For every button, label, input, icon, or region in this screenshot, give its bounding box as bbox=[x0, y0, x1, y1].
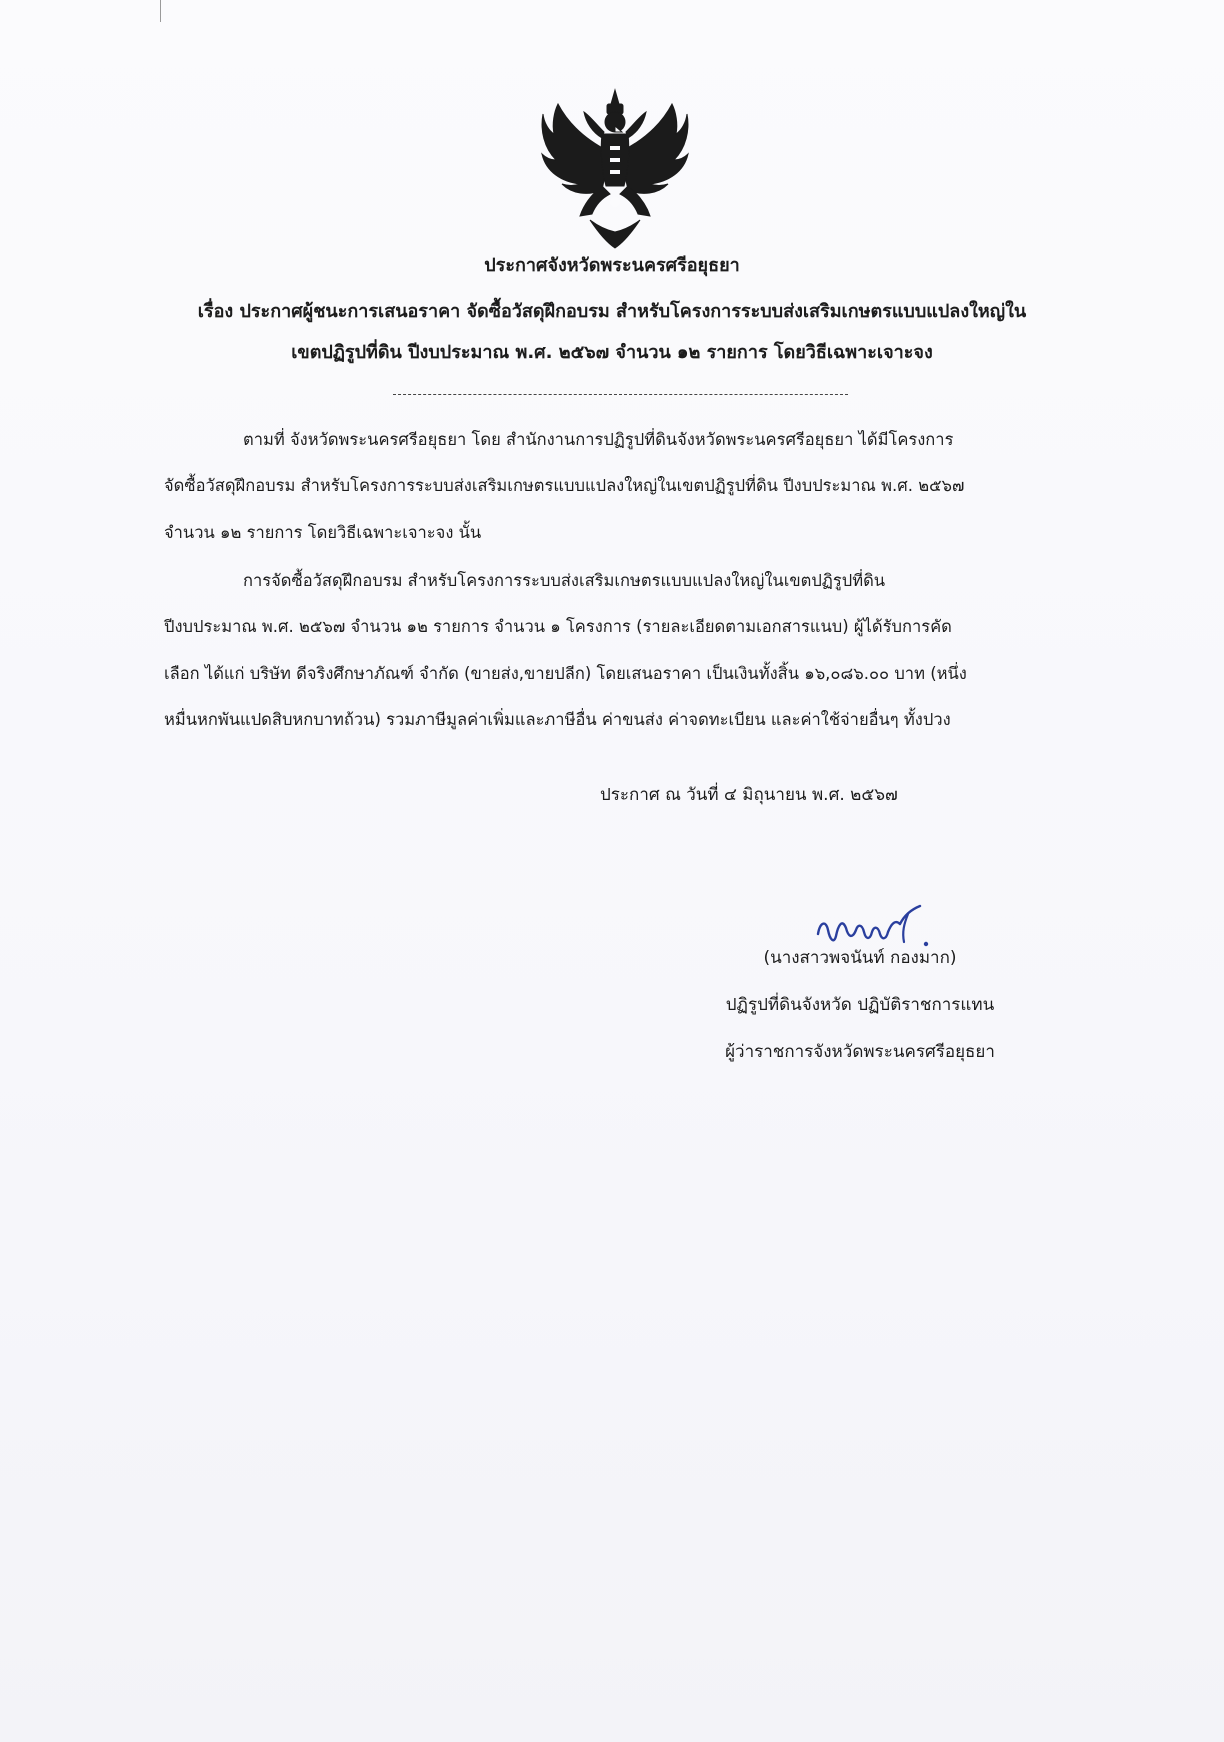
signatory-name: (นางสาวพจนันท์ กองมาก) bbox=[763, 948, 957, 968]
signatory-position: ปฏิรูปที่ดินจังหวัด ปฏิบัติราชการแทน bbox=[725, 995, 995, 1015]
paragraph-2-line-1: การจัดซื้อวัสดุฝึกอบรม สำหรับโครงการระบบส่งเสริมเกษตรแบบแปลงใหญ่ในเขตปฏิรูปที่ดิน bbox=[243, 571, 886, 590]
scan-edge-mark bbox=[160, 0, 161, 22]
issuer-heading: ประกาศจังหวัดพระนครศรีอยุธยา bbox=[484, 255, 740, 276]
signatory-title: ผู้ว่าราชการจังหวัดพระนครศรีอยุธยา bbox=[725, 1042, 995, 1062]
paragraph-1-line-3: จำนวน ๑๒ รายการ โดยวิธีเฉพาะเจาะจง นั้น bbox=[164, 523, 482, 542]
paragraph-2-line-3: เลือก ได้แก่ บริษัท ดีจริงศึกษาภัณฑ์ จำกัด (ขายส่ง,ขายปลีก) โดยเสนอราคา เป็นเงินทั้งสิ้น ๑๖,๐๘๖.๐๐ บาท (หนึ่ง bbox=[164, 664, 967, 683]
paragraph-2-line-2: ปีงบประมาณ พ.ศ. ๒๕๖๗ จำนวน ๑๒ รายการ จำนวน ๑ โครงการ (รายละเอียดตามเอกสารแนบ) ผู้ได้รับการคัด bbox=[164, 617, 952, 636]
header-divider bbox=[393, 394, 848, 395]
announcement-date: ประกาศ ณ วันที่ ๔ มิถุนายน พ.ศ. ๒๕๖๗ bbox=[600, 785, 898, 805]
garuda-emblem-icon bbox=[540, 82, 690, 250]
paragraph-1-line-1: ตามที่ จังหวัดพระนครศรีอยุธยา โดย สำนักงานการปฏิรูปที่ดินจังหวัดพระนครศรีอยุธยา ได้มีโครงการ bbox=[243, 430, 954, 449]
subject-line-1: เรื่อง ประกาศผู้ชนะการเสนอราคา จัดซื้อวัสดุฝึกอบรม สำหรับโครงการระบบส่งเสริมเกษตรแบบแปลงใหญ่ใน bbox=[197, 301, 1027, 322]
subject-line-2: เขตปฏิรูปที่ดิน ปีงบประมาณ พ.ศ. ๒๕๖๗ จำนวน ๑๒ รายการ โดยวิธีเฉพาะเจาะจง bbox=[291, 342, 933, 363]
paragraph-1-line-2: จัดซื้อวัสดุฝึกอบรม สำหรับโครงการระบบส่งเสริมเกษตรแบบแปลงใหญ่ในเขตปฏิรูปที่ดิน ปีงบประมาณ พ.ศ. ๒๕๖๗ bbox=[164, 476, 965, 495]
paragraph-2-line-4: หมื่นหกพันแปดสิบหกบาทถ้วน) รวมภาษีมูลค่าเพิ่มและภาษีอื่น ค่าขนส่ง ค่าจดทะเบียน และค่าใช้จ่ายอื่นๆ ทั้งปวง bbox=[164, 710, 951, 729]
